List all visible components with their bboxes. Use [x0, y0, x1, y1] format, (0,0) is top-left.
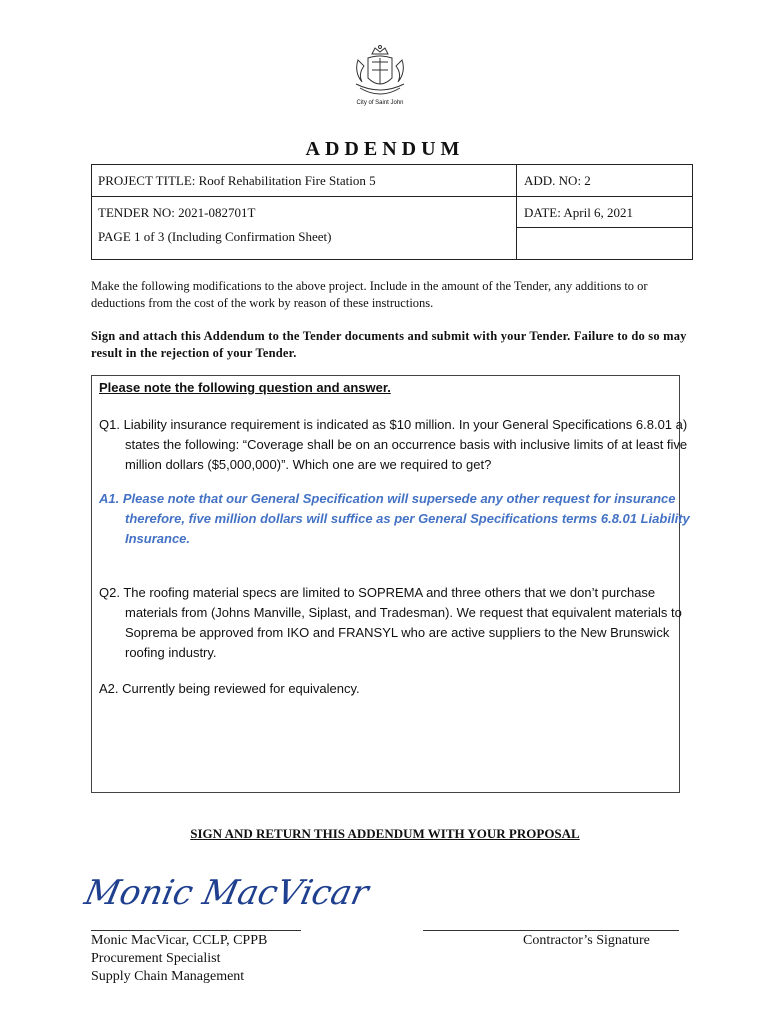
- question-2: Q2. The roofing material specs are limited to SOPREMA and three others that we don’t purchase materials from (Johns Manville, Siplast, and Tradesman). We request that equivalent materials to Soprema be approved from IKO and FRANSYL who are active suppliers to the New Brunswick roofing industry.: [99, 585, 682, 660]
- tender-number: TENDER NO: 2021-082701T: [98, 205, 256, 220]
- signer-role: Procurement Specialist: [91, 951, 221, 966]
- logo-caption: City of Saint John: [356, 100, 404, 106]
- sign-return-notice: SIGN AND RETURN THIS ADDENDUM WITH YOUR PROPOSAL: [190, 826, 580, 841]
- instruction-paragraph: Sign and attach this Addendum to the Tender documents and submit with your Tender. Failure to do so may result in the rejection of your Tender.: [91, 329, 687, 360]
- signature-line-right: [423, 930, 679, 931]
- signature-text: Monic MacVicar: [81, 873, 372, 913]
- project-title: PROJECT TITLE: Roof Rehabilitation Fire Station 5: [98, 173, 376, 188]
- question-1: Q1. Liability insurance requirement is indicated as $10 million. In your General Specifications 6.8.01 a) states the following: “Coverage shall be on an occurrence basis with inclusive limits of at least five million dollars ($5,000,000)”. Which one are we required to get?: [99, 417, 688, 472]
- qa-box: [91, 375, 690, 793]
- page-count: PAGE 1 of 3 (Including Confirmation Sheet): [98, 229, 332, 244]
- answer-1: A1. Please note that our General Specification will supersede any other request for insurance therefore, five million dollars will suffice as per General Specifications terms 6.8.01 Liability Insurance.: [99, 491, 690, 546]
- document-title: ADDENDUM: [305, 138, 465, 160]
- header-table: [91, 164, 693, 260]
- handwritten-signature: [81, 862, 372, 918]
- signer-department: Supply Chain Management: [91, 969, 245, 984]
- contractor-signature-label: Contractor’s Signature: [523, 933, 650, 948]
- addendum-number: ADD. NO: 2: [524, 173, 591, 188]
- answer-2: A2. Currently being reviewed for equivalency.: [99, 681, 360, 696]
- qa-heading: Please note the following question and answer.: [99, 380, 391, 395]
- signature-line-left: [91, 930, 301, 931]
- signer-name: Monic MacVicar, CCLP, CPPB: [91, 933, 268, 948]
- intro-paragraph: Make the following modifications to the above project. Include in the amount of the Tender, any additions to or deductions from the cost of the work by reason of these instructions.: [91, 279, 648, 310]
- addendum-date: DATE: April 6, 2021: [524, 205, 634, 220]
